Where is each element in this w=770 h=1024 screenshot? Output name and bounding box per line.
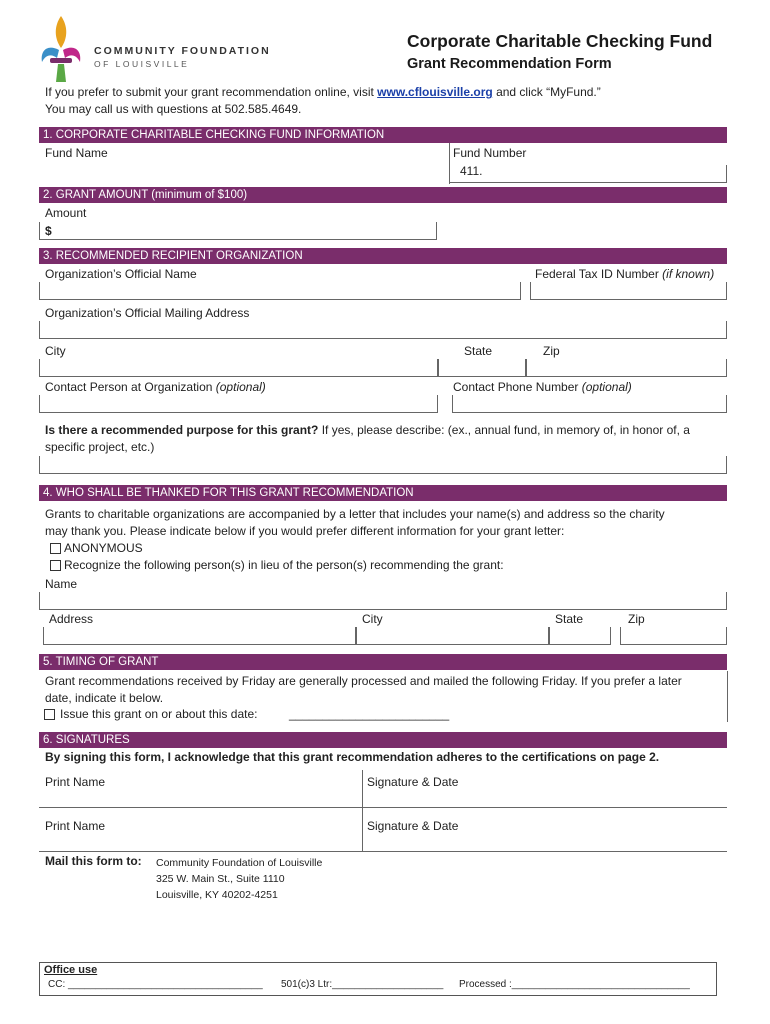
contact-phone-label: Contact Phone Number (optional) <box>453 380 632 394</box>
org-city-label: City <box>45 344 66 358</box>
section1-header: 1. CORPORATE CHARITABLE CHECKING FUND INFORMATION <box>39 127 727 143</box>
signature-field-1[interactable] <box>362 792 727 808</box>
thank-state-field[interactable] <box>549 627 611 645</box>
timing-desc-line1: Grant recommendations received by Friday are generally processed and mailed the following Friday. If you prefer a later <box>45 674 682 688</box>
logo <box>38 14 278 86</box>
purpose-question-line2: specific project, etc.) <box>45 440 155 454</box>
mail-address-line3: Louisville, KY 40202-4251 <box>156 889 278 901</box>
org-name-label: Organization’s Official Name <box>45 267 197 281</box>
thank-desc-line1: Grants to charitable organizations are accompanied by a letter that includes your name(s) and address so the charity <box>45 507 665 521</box>
issue-date-label: Issue this grant on or about this date: <box>60 707 258 721</box>
issue-date-checkbox[interactable] <box>44 709 55 720</box>
section2-header: 2. GRANT AMOUNT (minimum of $100) <box>39 187 727 203</box>
print-name-field-1[interactable] <box>39 792 362 808</box>
office-use-title: Office use <box>44 964 98 976</box>
org-state-field[interactable] <box>438 359 526 377</box>
thank-state-label: State <box>555 612 584 626</box>
fund-number-label: Fund Number <box>453 146 527 160</box>
recognize-checkbox[interactable] <box>50 560 61 571</box>
form-subtitle: Grant Recommendation Form <box>407 56 612 72</box>
print-name-label-2: Print Name <box>45 819 106 833</box>
thank-city-label: City <box>362 612 383 626</box>
section4-header: 4. WHO SHALL BE THANKED FOR THIS GRANT RECOMMENDATION <box>39 485 727 501</box>
contact-person-label: Contact Person at Organization (optional) <box>45 380 266 394</box>
print-name-field-2[interactable] <box>39 836 362 852</box>
section3-header: 3. RECOMMENDED RECIPIENT ORGANIZATION <box>39 248 727 264</box>
amount-label: Amount <box>45 206 87 220</box>
contact-phone-field[interactable] <box>452 395 727 413</box>
intro-line1: If you prefer to submit your grant recommendation online, visit www.cflouisville.org and click “MyFund.” <box>45 85 601 99</box>
recognize-label: Recognize the following person(s) in lieu of the person(s) recommending the grant: <box>64 558 504 572</box>
purpose-question: Is there a recommended purpose for this grant? If yes, please describe: (ex., annual fund, in memory of, in honor of, a <box>45 423 690 437</box>
fleur-de-lis-icon <box>38 14 84 84</box>
thank-zip-field[interactable] <box>620 627 727 645</box>
office-ltr: 501(c)3 Ltr:____________________ <box>281 979 444 990</box>
thank-city-field[interactable] <box>356 627 549 645</box>
logo-line2: OF LOUISVILLE <box>94 59 190 69</box>
org-name-field[interactable] <box>39 282 521 300</box>
mail-address-line1: Community Foundation of Louisville <box>156 857 323 869</box>
print-name-label-1: Print Name <box>45 775 106 789</box>
signature-field-2[interactable] <box>362 836 727 852</box>
amount-prefix: $ <box>45 224 52 238</box>
amount-field[interactable] <box>39 222 437 240</box>
signature-label-1: Signature & Date <box>367 775 459 789</box>
timing-box-right <box>727 671 728 722</box>
tax-id-field[interactable] <box>530 282 727 300</box>
tax-id-label: Federal Tax ID Number (if known) <box>535 267 715 281</box>
thank-address-label: Address <box>49 612 94 626</box>
section5-header: 5. TIMING OF GRANT <box>39 654 727 670</box>
signature-ack: By signing this form, I acknowledge that this grant recommendation adheres to the certifications on page 2. <box>45 750 660 764</box>
intro-line2: You may call us with questions at 502.585.4649. <box>45 102 302 116</box>
timing-desc-line2: date, indicate it below. <box>45 691 164 705</box>
thank-zip-label: Zip <box>628 612 645 626</box>
org-state-label: State <box>464 344 493 358</box>
fund-name-label: Fund Name <box>45 146 108 160</box>
section6-header: 6. SIGNATURES <box>39 732 727 748</box>
contact-person-field[interactable] <box>39 395 438 413</box>
signature-label-2: Signature & Date <box>367 819 459 833</box>
fund-number-value: 411. <box>460 164 483 178</box>
org-zip-label: Zip <box>543 344 560 358</box>
org-zip-field[interactable] <box>526 359 727 377</box>
org-city-field[interactable] <box>39 359 438 377</box>
logo-line1: COMMUNITY FOUNDATION <box>94 45 271 57</box>
mailing-address-label: Organization’s Official Mailing Address <box>45 306 250 320</box>
anonymous-label: ANONYMOUS <box>64 541 143 555</box>
anonymous-checkbox[interactable] <box>50 543 61 554</box>
mail-address-line2: 325 W. Main St., Suite 1110 <box>156 873 285 885</box>
office-processed: Processed :________________________________ <box>459 979 690 990</box>
signature-divider <box>362 770 363 852</box>
form-title: Corporate Charitable Checking Fund <box>407 31 713 51</box>
thank-name-field[interactable] <box>39 592 727 610</box>
fund-number-field[interactable] <box>449 165 727 183</box>
mail-label: Mail this form to: <box>45 854 142 868</box>
purpose-field[interactable] <box>39 456 727 474</box>
thank-desc-line2: may thank you. Please indicate below if you would prefer different information for your grant letter: <box>45 524 565 538</box>
website-link[interactable]: www.cflouisville.org <box>377 85 493 99</box>
mailing-address-field[interactable] <box>39 321 727 339</box>
thank-name-label: Name <box>45 577 78 591</box>
office-cc: CC: ___________________________________ <box>48 979 263 990</box>
issue-date-blank[interactable]: ________________________ <box>289 707 450 721</box>
thank-address-field[interactable] <box>43 627 356 645</box>
